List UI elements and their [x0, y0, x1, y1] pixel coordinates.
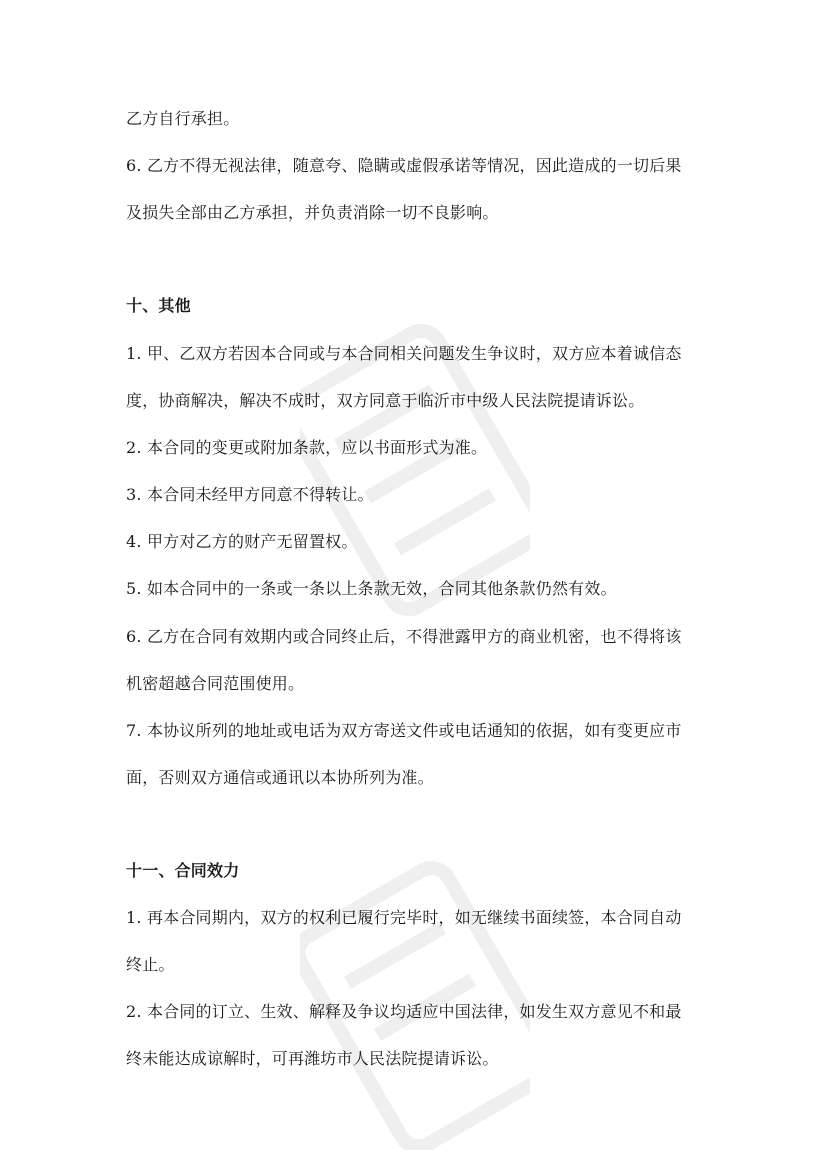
section-heading: 十、其他 — [126, 296, 191, 315]
paragraph-line: 1. 再本合同期内，双方的权利已履行完毕时，如无继续书面续签，本合同自动 — [126, 908, 682, 927]
paragraph-line: 终止。 — [126, 955, 175, 974]
paragraph-line: 1. 甲、乙双方若因本合同或与本合同相关问题发生争议时，双方应本着诚信态 — [126, 344, 682, 363]
paragraph-line: 面，否则双方通信或通讯以本协所列为准。 — [126, 768, 434, 787]
paragraph-line: 乙方自行承担。 — [126, 109, 240, 128]
paragraph-line: 终未能达成谅解时，可再潍坊市人民法院提请诉讼。 — [126, 1049, 499, 1068]
paragraph-line: 7. 本协议所列的地址或电话为双方寄送文件或电话通知的依据，如有变更应市 — [126, 721, 682, 740]
paragraph-line: 4. 甲方对乙方的财产无留置权。 — [126, 532, 358, 551]
paragraph-line: 5. 如本合同中的一条或一条以上条款无效，合同其他条款仍然有效。 — [126, 579, 617, 598]
paragraph-line: 度，协商解决，解决不成时，双方同意于临沂市中级人民法院提请诉讼。 — [126, 391, 645, 410]
paragraph-line: 2. 本合同的订立、生效、解释及争议均适应中国法律，如发生双方意见不和最 — [126, 1002, 682, 1021]
paragraph-line: 3. 本合同未经甲方同意不得转让。 — [126, 485, 374, 504]
paragraph-line: 6. 乙方在合同有效期内或合同终止后，不得泄露甲方的商业机密，也不得将该 — [126, 627, 682, 646]
paragraph-line: 6. 乙方不得无视法律，随意夸、隐瞒或虚假承诺等情况，因此造成的一切后果 — [126, 156, 682, 175]
paragraph-line: 机密超越合同范围使用。 — [126, 674, 305, 693]
paragraph-line: 2. 本合同的变更或附加条款，应以书面形式为准。 — [126, 438, 488, 457]
paragraph-line: 及损失全部由乙方承担，并负责消除一切不良影响。 — [126, 203, 499, 222]
section-heading: 十一、合同效力 — [126, 861, 240, 880]
